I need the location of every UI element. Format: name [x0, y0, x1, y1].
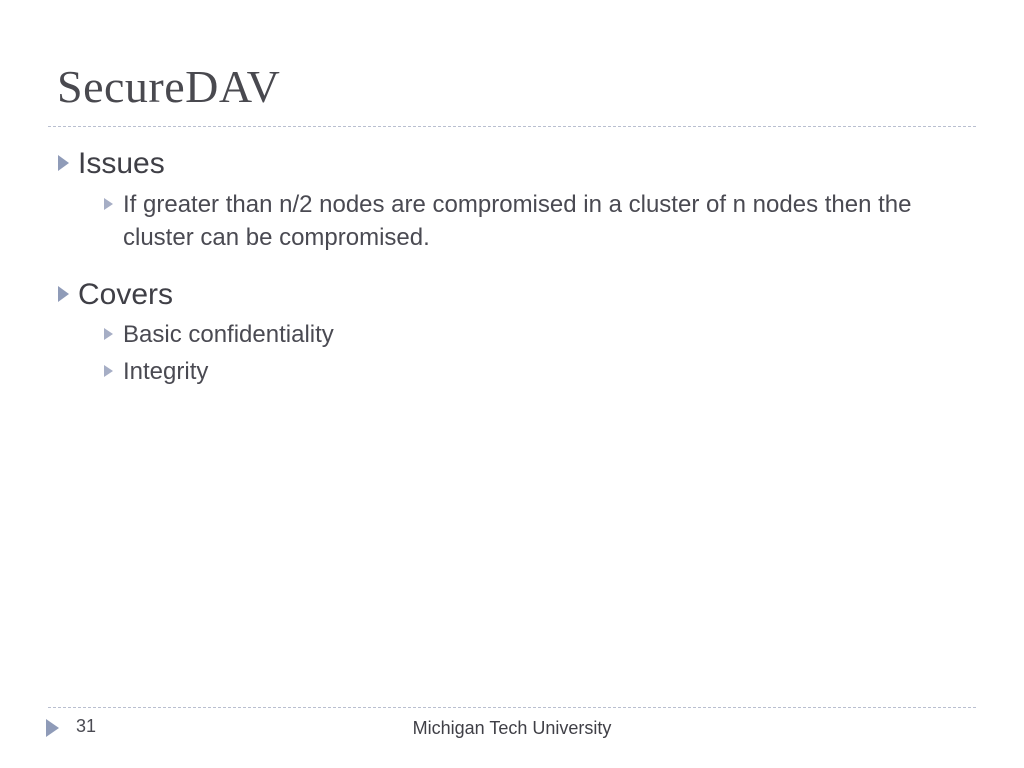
bullet-label: Covers	[78, 277, 174, 311]
bullet-label: Issues	[78, 147, 165, 180]
sub-bullet-item-compromise	[48, 186, 978, 254]
triangle-bullet-small-icon	[93, 186, 123, 210]
triangle-bullet-icon	[48, 142, 78, 171]
triangle-bullet-icon	[48, 273, 78, 302]
footer-divider	[48, 707, 976, 708]
footer-organization: Michigan Tech University	[412, 718, 612, 738]
title-divider	[48, 126, 976, 127]
block-spacer	[48, 255, 978, 273]
triangle-bullet-small-icon	[93, 353, 123, 377]
sub-bullet-label: Basic confidentiality	[123, 321, 334, 349]
bullet-item-issues	[48, 142, 978, 184]
slide-body	[48, 142, 978, 389]
sub-bullet-label: Integrity	[123, 357, 209, 385]
bullet-item-covers	[48, 273, 978, 315]
sub-bullet-label: If greater than n/2 nodes are compromised in a cluster of n nodes then the cluster can be compromised.	[123, 190, 912, 251]
sub-bullet-item-integrity	[48, 353, 978, 388]
page-title: SecureDAV	[57, 61, 281, 112]
slide-number: 31	[76, 716, 97, 736]
sub-bullet-item-confidentiality	[48, 316, 978, 351]
triangle-bullet-small-icon	[93, 316, 123, 340]
